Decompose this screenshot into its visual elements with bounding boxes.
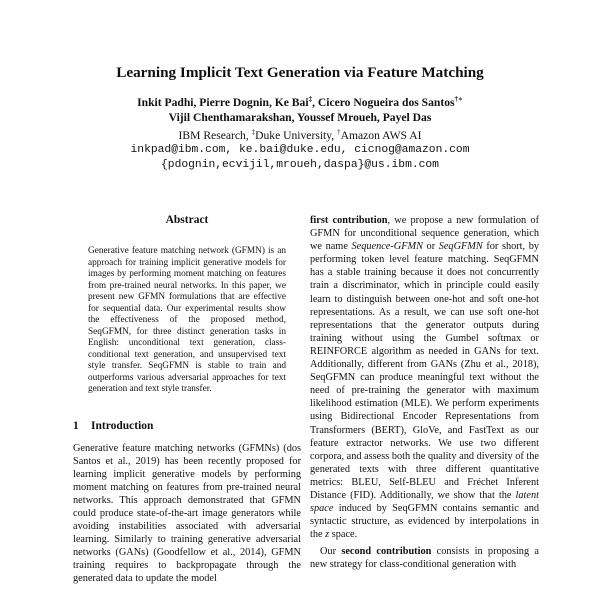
abstract-heading: Abstract bbox=[165, 214, 209, 226]
body-text: , we propose a new formulation of GFMN for unconditional sequence generation, which we name bbox=[310, 215, 540, 253]
contribution-paragraph-1 bbox=[310, 214, 539, 541]
affiliation-mark: ‡ bbox=[308, 95, 313, 103]
affiliation-amazon: Amazon AWS AI bbox=[340, 128, 422, 142]
affiliation-mark: †∗ bbox=[454, 95, 463, 103]
body-text: induced by SeqGFMN contains semantic and syntactic structure, as evidenced by interpolations in the bbox=[310, 503, 539, 541]
author-block bbox=[0, 92, 600, 173]
body-text: or bbox=[422, 241, 439, 253]
author-names-1b: , Cicero Nogueira dos Santos bbox=[312, 95, 455, 109]
section-title: Introduction bbox=[91, 419, 154, 432]
body-text: space. bbox=[329, 529, 358, 541]
authors-line-1 bbox=[0, 92, 600, 110]
body-text: consists in proposing a new strategy for class-conditional generation with bbox=[310, 546, 539, 571]
emphasis-first-contribution: first contribution bbox=[310, 215, 388, 226]
affiliation-duke: Duke University, bbox=[255, 128, 338, 142]
section-heading-introduction bbox=[73, 420, 301, 432]
contribution-paragraph-2 bbox=[310, 545, 539, 571]
term-sequence-gfmn: Sequence-GFMN bbox=[351, 241, 423, 253]
affiliation-ibm: IBM Research, bbox=[178, 128, 252, 142]
right-column bbox=[310, 214, 539, 572]
emphasis-second-contribution: second contribution bbox=[341, 546, 432, 558]
abstract-text: Generative feature matching network (GFMN) is an approach for training implicit generative models for images by performing moment matching on features from pre-trained neural networks. In this paper, we present new GFMN formulations that are effective for sequential data. Our experimental results show the effectiveness of the proposed method, SeqGFMN, for three distinct generation tasks in English: unconditional text generation, class-conditional text generation, and unsupervised text style transfer. SeqGFMN is stable to train and outperforms various adversarial approaches for text generation and text style transfer. bbox=[88, 246, 286, 394]
intro-paragraph: Generative feature matching networks (GFMNs) (dos Santos et al., 2019) has been recently proposed for learning implicit generative models by performing moment matching on features from pre-trained neural networks. This approach demonstrated that GFMN could produce state-of-the-art image generators while avoiding instabilities associated with adversarial learning. Similarly to training generative adversarial networks (GANs) (Goodfellow et al., 2014), GFMN training requires to backpropagate through the generated data to update the model bbox=[73, 442, 301, 585]
body-text: Our bbox=[320, 546, 342, 558]
term-latent-space: latent space bbox=[310, 489, 539, 515]
emails-line-1: inkpad@ibm.com, ke.bai@duke.edu, cicnog@amazon.com bbox=[130, 143, 470, 156]
term-z: z bbox=[325, 529, 330, 541]
left-column bbox=[73, 214, 301, 586]
paper-title: Learning Implicit Text Generation via Feature Matching bbox=[116, 64, 484, 81]
authors-line-2: Vijil Chenthamarakshan, Youssef Mroueh, Payel Das bbox=[168, 110, 432, 124]
emails-line-2: {pdognin,ecvijil,mroueh,daspa}@us.ibm.com bbox=[161, 158, 439, 171]
affiliations bbox=[0, 125, 600, 143]
body-text: for short, by performing token level feature matching. SeqGFMN has a stable training because it does not concurrently train a discriminator, which in principle could easily learn to distinguish between one-hot and soft one-hot representations. As a result, we can use soft one-hot representations that the generator outputs during training without using the Gumbel softmax or REINFORCE algorithm as needed in GANs for text. Additionally, different from GANs (Zhu et al., 2018), SeqGFMN can produce meaningful text without the need of pre-training the generator with maximum likelihood estimation (MLE). We perform experiments using Bidirectional Encoder Representations from Transformers (BERT), GloVe, and FastText as our feature extractor networks. We use two different corpora, and assess both the quality and diversity of the generated texts with three different quantitative metrics: BLEU, Self-BLEU and Fréchet Inferent Distance (FID). Additionally, we show that the bbox=[310, 241, 539, 501]
affiliation-mark: ‡ bbox=[251, 127, 256, 136]
author-names-1: Inkit Padhi, Pierre Dognin, Ke Bai bbox=[137, 95, 309, 109]
section-number: 1 bbox=[73, 419, 79, 432]
term-seqgfmn: SeqGFMN bbox=[438, 241, 483, 253]
affiliation-mark: † bbox=[337, 127, 341, 136]
